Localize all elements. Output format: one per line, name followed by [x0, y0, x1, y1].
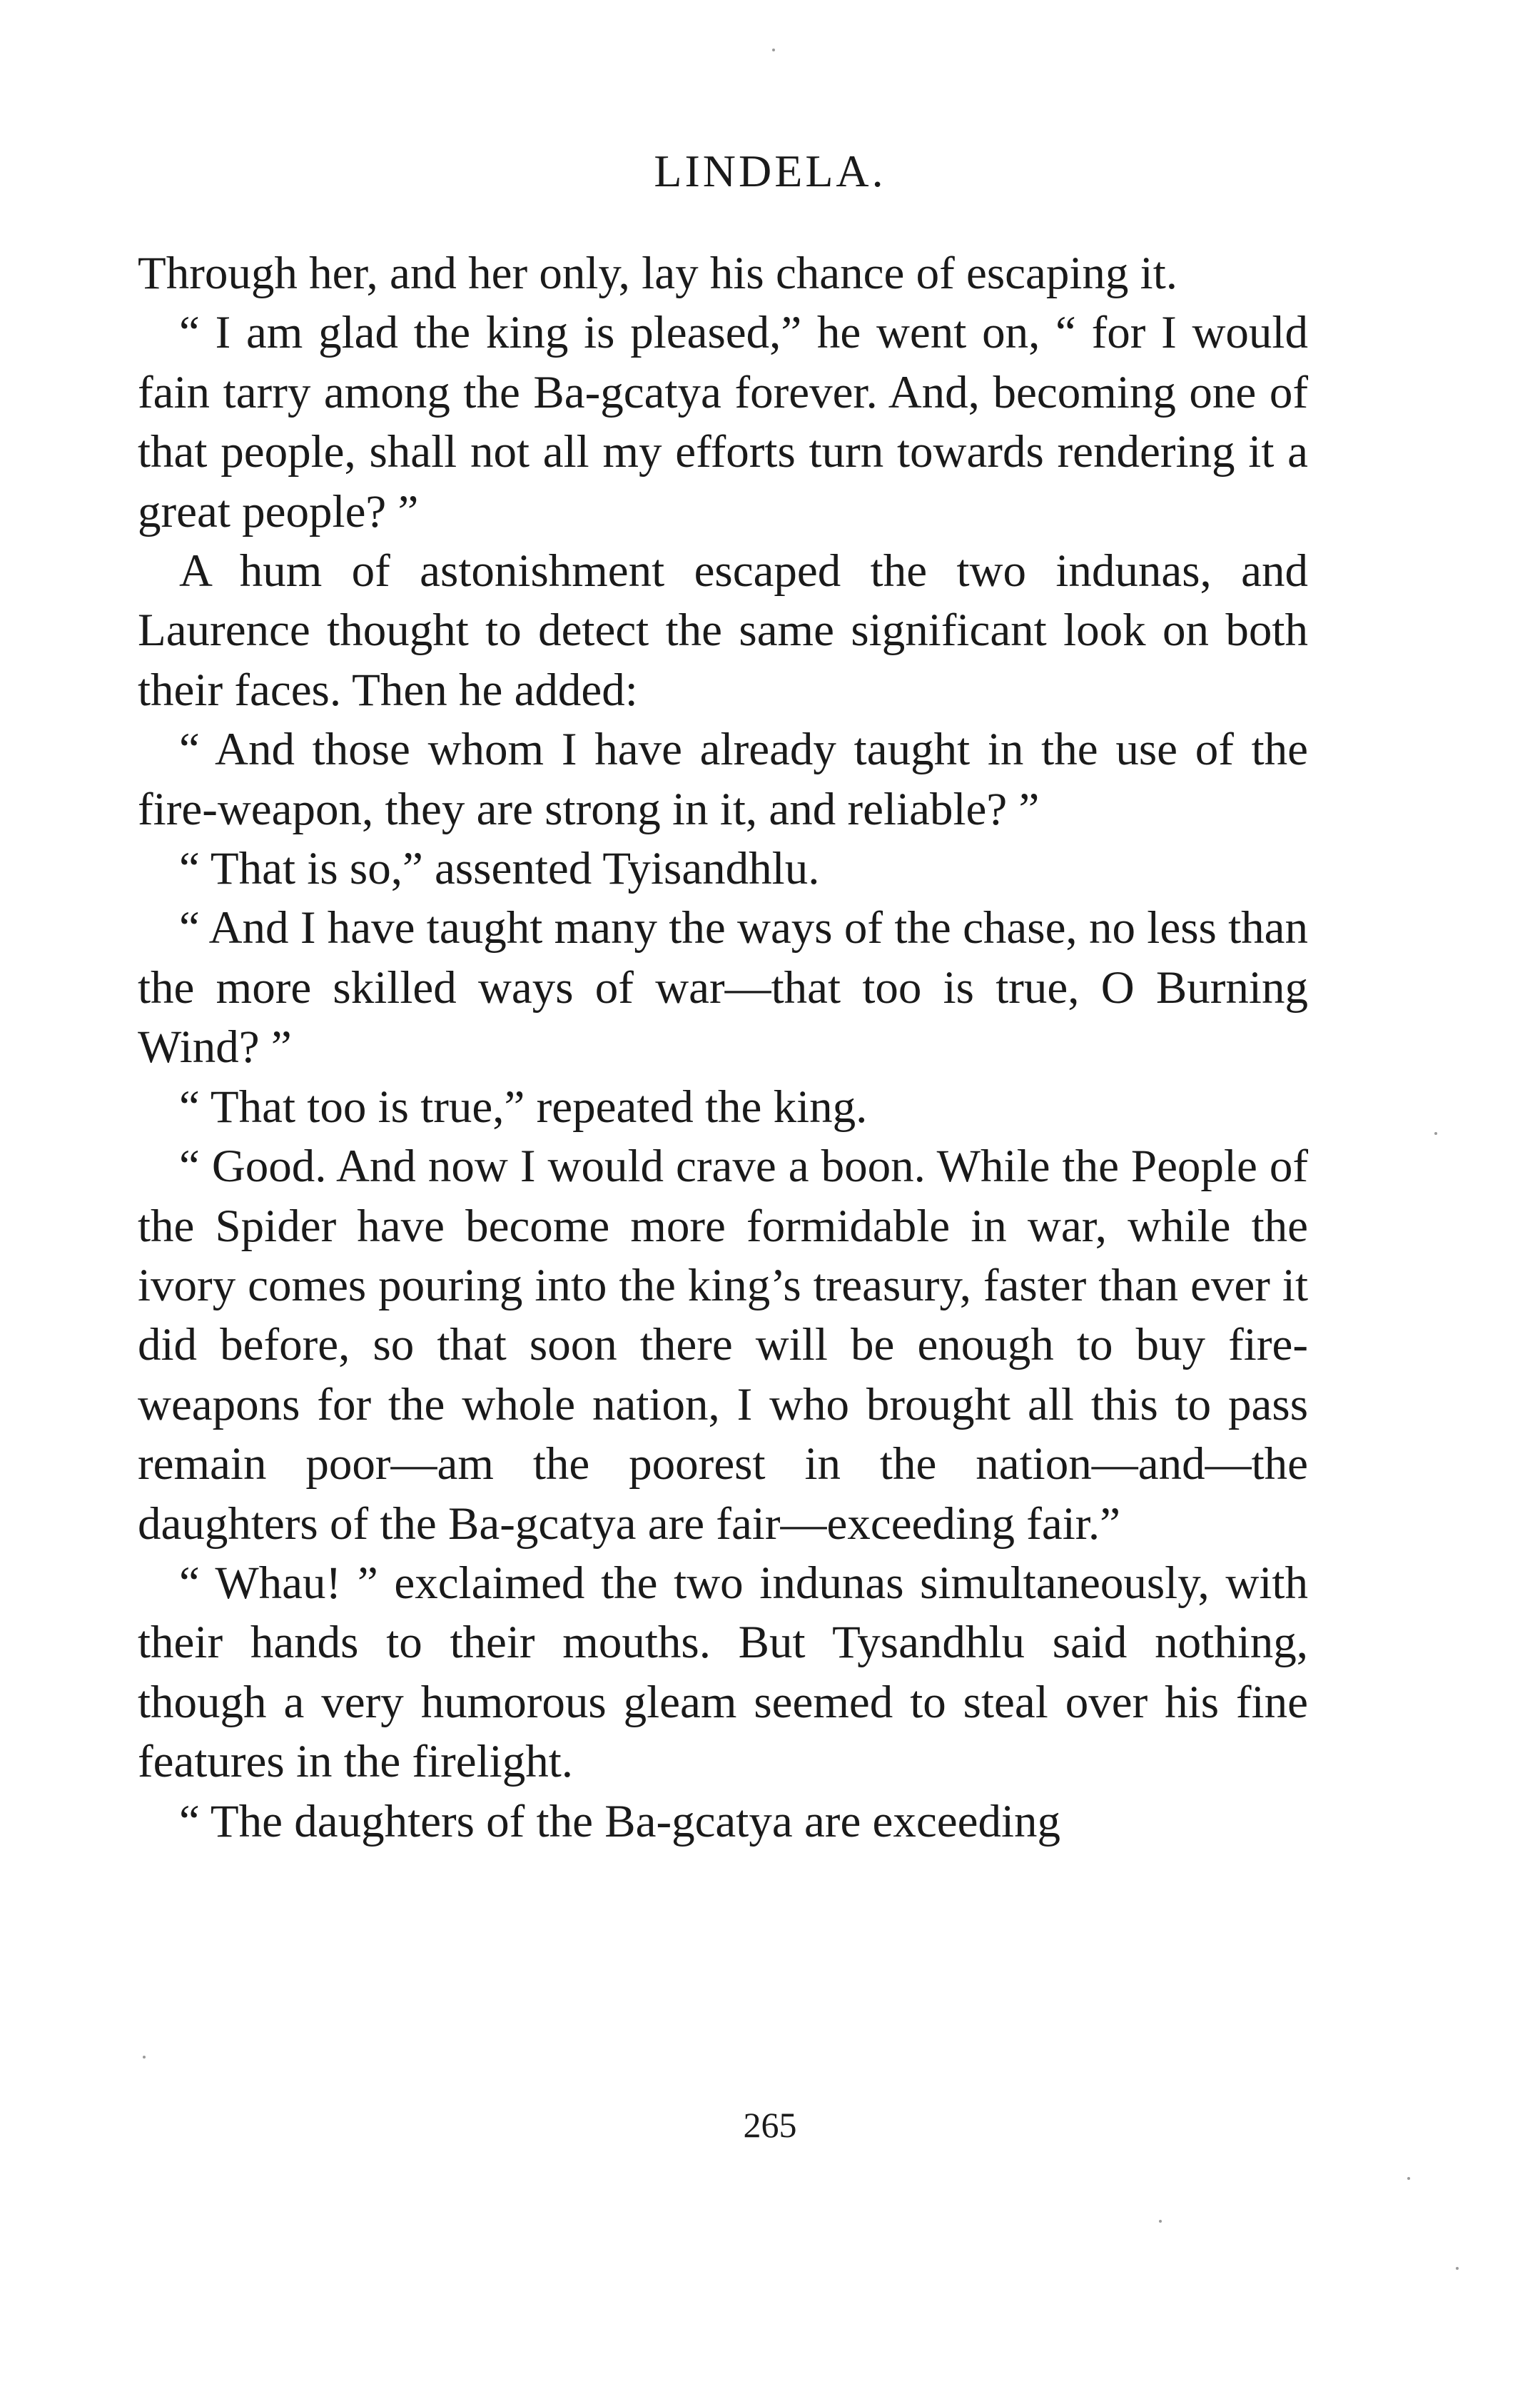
paragraph: “ That too is true,” repeated the king. — [179, 1081, 868, 1133]
scan-speck — [1407, 2177, 1410, 2180]
scan-speck — [1159, 2220, 1162, 2223]
body-text — [138, 244, 1308, 1852]
scan-speck — [1434, 1132, 1437, 1135]
paragraph: “ Good. And now I would crave a boon. While the People of the Spider have become more formidable in war, while the ivory comes pouring into the king’s treasury, faster than ever it did before, so that soon there will be enough to buy fire-weapons for the whole nation, I who brought all this to pass remain poor—am the poorest in the nation—and—the daughters of the Ba-gcatya are fair—exceeding fair.” — [138, 1141, 1308, 1550]
paragraph: “ I am glad the king is pleased,” he went on, “ for I would fain tarry among the Ba-gcatya forever. And, becoming one of that people, shall not all my efforts turn towards rendering it a great people? ” — [138, 307, 1308, 537]
scan-speck — [772, 49, 775, 51]
paragraph: “ Whau! ” exclaimed the two indunas simultaneously, with their hands to their mouths. But Tysandhlu said nothing, though a very humorous gleam seemed to steal over his fine features in the firelight. — [138, 1557, 1308, 1788]
paragraph: Through her, and her only, lay his chance of escaping it. — [138, 248, 1178, 299]
page-number: 265 — [743, 2105, 797, 2145]
running-head: LINDELA. — [654, 146, 886, 196]
paragraph: “ That is so,” assented Tyisandhlu. — [179, 843, 820, 895]
scan-speck — [143, 2056, 146, 2059]
scan-speck — [1456, 2267, 1459, 2270]
paragraph: “ And I have taught many the ways of the chase, no less than the more skilled ways of war—that too is true, O Burning Wind? ” — [138, 902, 1308, 1074]
paragraph: “ And those whom I have already taught in the use of the fire-weapon, they are strong in it, and reliable? ” — [138, 724, 1308, 835]
paragraph: “ The daughters of the Ba-gcatya are exceeding — [179, 1795, 1060, 1847]
paragraph: A hum of astonishment escaped the two indunas, and Laurence thought to detect the same significant look on both their faces. Then he added: — [138, 545, 1308, 716]
